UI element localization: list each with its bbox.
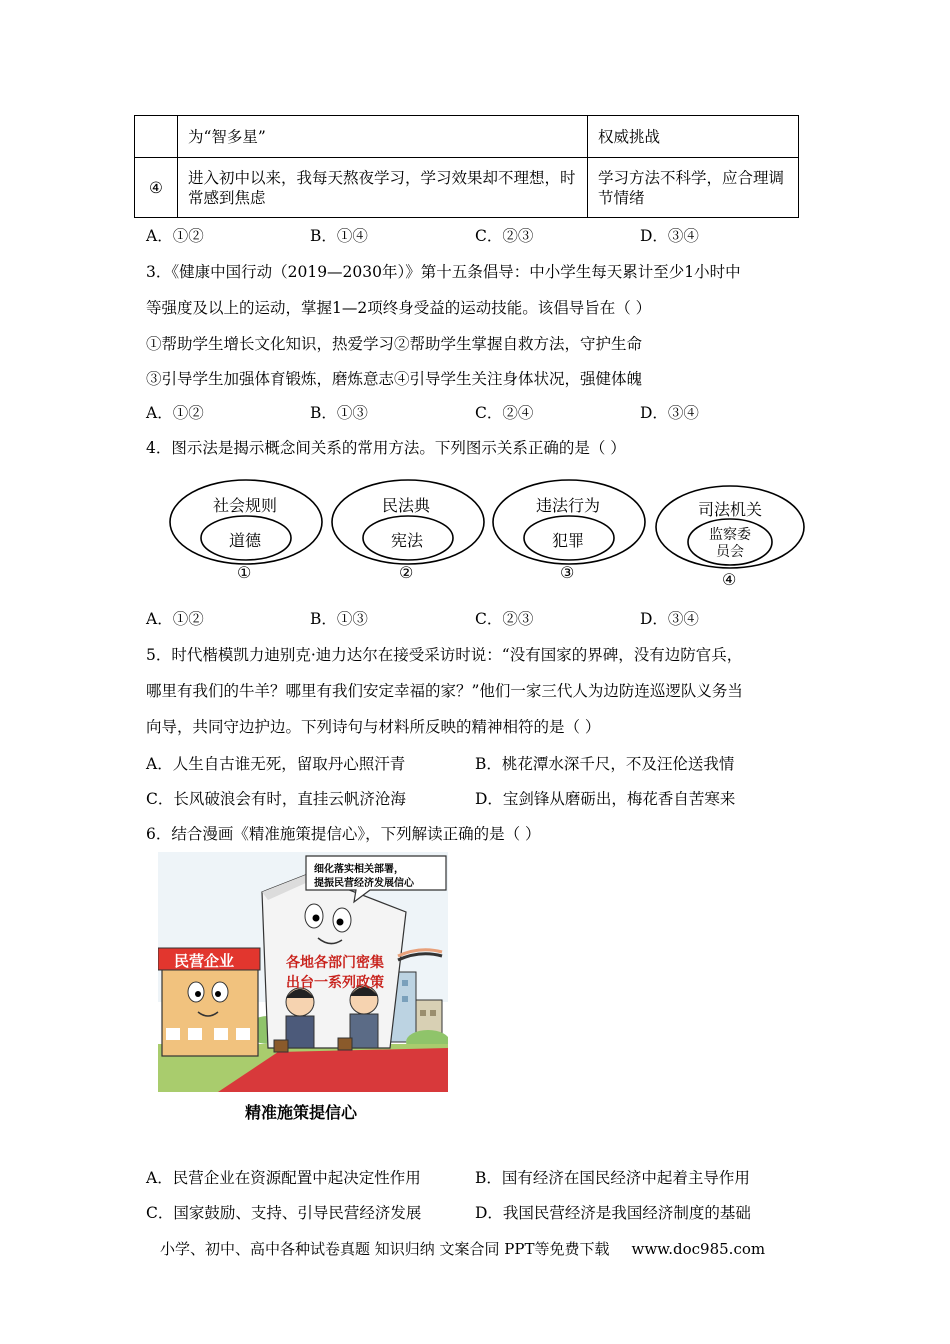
- q2-option-b: B．①④: [310, 227, 368, 245]
- table-cell-right: 权威挑战: [588, 116, 799, 158]
- q4-option-c: C．②③: [475, 610, 534, 628]
- cartoon-doc-line2: 出台一系列政策: [286, 975, 384, 991]
- q2-option-d: D．③④: [640, 227, 699, 245]
- venn-diagram-4: [654, 484, 806, 570]
- venn-inner-label: 犯罪: [552, 531, 585, 550]
- q3-stem-line1: 3．《健康中国行动（2019—2030年）》第十五条倡导：中小学生每天累计至少1小时中: [146, 263, 741, 281]
- cartoon-sign: 民营企业: [174, 952, 235, 970]
- venn-outer-label: 社会规则: [213, 496, 278, 515]
- q5-stem-line3: 向导，共同守边护边。下列诗句与材料所反映的精神相符的是（ ）: [146, 718, 601, 736]
- venn-inner-label-line1: 监察委: [709, 527, 751, 543]
- q3-option-d: D．③④: [640, 404, 699, 422]
- table-row: [135, 158, 799, 218]
- q6-option-a: A．民营企业在资源配置中起决定性作用: [146, 1169, 421, 1187]
- answer-table: [134, 115, 799, 218]
- table-cell-left: 为“智多星”: [178, 116, 588, 158]
- venn-number-4: ④: [722, 570, 737, 589]
- q3-option-c: C．②④: [475, 404, 534, 422]
- q6-option-c: C．国家鼓励、支持、引导民营经济发展: [146, 1204, 422, 1222]
- venn-outer-label: 司法机关: [698, 500, 763, 519]
- venn-number-1: ①: [237, 563, 252, 582]
- q3-choice-line2: ③引导学生加强体育锻炼，磨炼意志④引导学生关注身体状况，强健体魄: [146, 370, 643, 388]
- table-cell-num: [135, 116, 178, 158]
- q4-option-a: A．①②: [146, 610, 204, 628]
- venn-number-3: ③: [560, 563, 575, 582]
- q6-option-d: D．我国民营经济是我国经济制度的基础: [475, 1204, 751, 1222]
- q3-option-b: B．①③: [310, 404, 368, 422]
- policy-cartoon: [158, 852, 448, 1092]
- q3-choice-line1: ①帮助学生增长文化知识，热爱学习②帮助学生掌握自救方法，守护生命: [146, 335, 643, 353]
- q2-option-c: C．②③: [475, 227, 534, 245]
- footer-url[interactable]: www.doc985.com: [631, 1240, 766, 1258]
- q3-option-a: A．①②: [146, 404, 204, 422]
- venn-outer-label: 民法典: [382, 496, 431, 515]
- cartoon-doc-line1: 各地各部门密集: [286, 955, 384, 971]
- q5-option-c: C．长风破浪会有时，直挂云帆济沧海: [146, 790, 406, 808]
- cartoon-title: 精准施策提信心: [245, 1103, 358, 1122]
- footer-text: 小学、初中、高中各种试卷真题 知识归纳 文案合同 PPT等免费下载: [160, 1240, 610, 1258]
- q6-stem: 6．结合漫画《精准施策提信心》，下列解读正确的是（ ）: [146, 825, 541, 843]
- q5-option-a: A．人生自古谁无死，留取丹心照汗青: [146, 755, 406, 773]
- venn-outer-label: 违法行为: [536, 496, 601, 515]
- cartoon-bubble-line2: 提振民营经济发展信心: [314, 878, 414, 889]
- q4-stem: 4．图示法是揭示概念间关系的常用方法。下列图示关系正确的是（ ）: [146, 439, 626, 457]
- q4-option-d: D．③④: [640, 610, 699, 628]
- table-cell-left: 进入初中以来，我每天熬夜学习，学习效果却不理想，时常感到焦虑: [178, 158, 588, 218]
- venn-inner-label: 宪法: [391, 531, 424, 550]
- venn-diagram-3: [491, 478, 647, 566]
- table-row: [135, 116, 799, 158]
- footer: [160, 1238, 765, 1259]
- venn-inner-label: 道德: [229, 531, 262, 550]
- q5-option-b: B．桃花潭水深千尺，不及汪伦送我情: [475, 755, 735, 773]
- q3-stem-line2: 等强度及以上的运动，掌握1—2项终身受益的运动技能。该倡导旨在（ ）: [146, 299, 652, 317]
- venn-diagram-1: [168, 478, 324, 566]
- venn-number-2: ②: [399, 563, 414, 582]
- q5-stem-line1: 5．时代楷模凯力迪别克·迪力达尔在接受采访时说：“没有国家的界碑，没有边防官兵，: [146, 646, 743, 664]
- table-cell-right: 学习方法不科学，应合理调节情绪: [588, 158, 799, 218]
- cartoon-bubble-line1: 细化落实相关部署，: [314, 864, 404, 875]
- q6-option-b: B．国有经济在国民经济中起着主导作用: [475, 1169, 750, 1187]
- venn-inner-label-line2: 员会: [716, 544, 744, 560]
- q5-option-d: D．宝剑锋从磨砺出，梅花香自苦寒来: [475, 790, 736, 808]
- q5-stem-line2: 哪里有我们的牛羊？哪里有我们安定幸福的家？”他们一家三代人为边防连巡逻队义务当: [146, 682, 743, 700]
- q2-option-a: A．①②: [146, 227, 204, 245]
- table-cell-num: ④: [135, 158, 178, 218]
- venn-diagram-2: [330, 478, 486, 566]
- q4-option-b: B．①③: [310, 610, 368, 628]
